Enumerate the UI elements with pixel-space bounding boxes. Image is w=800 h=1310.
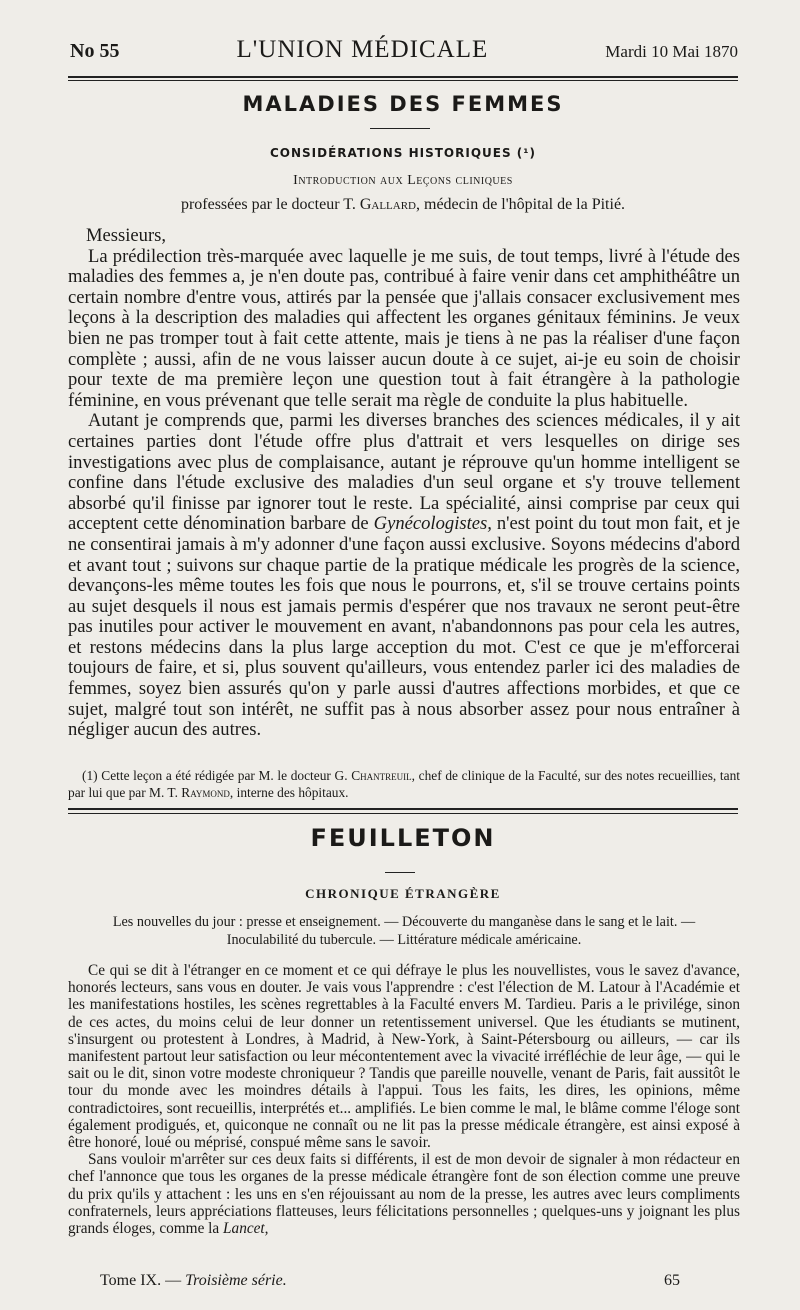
header-rule: [68, 76, 738, 78]
article-intro: Introduction aux Leçons cliniques: [293, 173, 513, 188]
feuilleton-rule-thin: [68, 813, 738, 814]
article-body: [68, 226, 740, 741]
volume-info: [100, 1272, 287, 1290]
byline-suffix: , médecin de l'hôpital de la Pitié.: [416, 196, 626, 213]
byline-prefix: professées par le docteur T.: [180, 196, 360, 213]
header-rule-thin: [68, 80, 738, 81]
author-name: Gallard: [359, 196, 416, 213]
paragraph-1: La prédilection très-marquée avec laquelle je me suis, de tout temps, livré à l'étude des maladies des femmes a, je n'en doute pas, contribué à faire venir dans cet amphithéâtre un certain nombre d'entre vous, attirés par la pensée que j'allais consacer exclusivement mes leçons à la description des maladies qui affectent les organes génitaux féminins. Je veux bien ne pas tromper tout à fait cette attente, mais je tiens à ne pas la réaliser d'une façon complète ; aussi, afin de ne vous laisser aucun doute à ce sujet, ai-je eu soin de choisir pour texte de ma première leçon une question tout à fait étrangère à la pathologie féminine, en vous prévenant que telle serait ma règle de conduite la plus habituelle.: [68, 245, 740, 411]
salutation: Messieurs,: [86, 225, 167, 246]
page-footer: [100, 1272, 680, 1290]
feuilleton-paragraph-2: [68, 1151, 740, 1237]
italic-journal-name: Lancet,: [223, 1220, 269, 1238]
summary-line-1: Les nouvelles du jour : presse et enseignement. — Découverte du manganèse dans le sang et le lait. —: [112, 914, 696, 930]
feuilleton-summary: [68, 913, 740, 949]
footnote-name-2: Raymond: [181, 785, 230, 800]
journal-title: L'UNION MÉDICALE: [236, 36, 489, 63]
issue-number: No 55: [70, 40, 120, 62]
feuilleton-body: [68, 962, 740, 1237]
page-header: [70, 36, 738, 72]
feuilleton-title: FEUILLETON: [310, 824, 496, 852]
summary-line-2: Inoculabilité du tubercule. — Littérature médicale américaine.: [226, 932, 582, 948]
footnote: [68, 767, 740, 801]
feuilleton-paragraph-2-text: Sans vouloir m'arrêter sur ces deux faits si différents, il est de mon devoir de signaler à mon rédacteur en chef l'annonce que tous les organes de la presse médicale étrangère font de son élection comme une preuve du prix qu'ils y attachent : les uns en s'en réjouissant au nom de la presse, les autres avec leurs compliments confraternels, leurs appréciations flatteuses, leurs félicitations personnelles ; quelques-uns y joignant les plus grands éloges, comme la: [68, 1151, 740, 1238]
italic-term: Gynécologistes,: [373, 513, 492, 535]
paragraph-2-text-b: n'est point du tout mon fait, et je ne consentirai jamais à m'y adonner d'une façon aussi exclusive. Soyons médecins d'abord et avant tout ; suivons sur chaque partie de la pratique médicale les progrès de la science, devançons-les même toutes les fois que nous le pourrons, et, s'il se trouve certains points au sujet desquels il nous est jamais permis d'espérer que nos travaux ne seront peut-être pas inutiles pour activer le mouvement en avant, n'abandonnons pas pour cela les autres, et restons médecins dans la plus large acception du mot. C'est ce que je m'efforcerai toujours de faire, et si, plus souvent qu'ailleurs, vous entendez parler ici des maladies de femmes, soyez bien assurés qu'on y parle aussi d'autres affections morbides, et que ce sujet, malgré tout son intérêt, ne suffit pas à nous absorber assez pour nous entraîner à négliger aucun des autres.: [68, 513, 740, 741]
footnote-text-c: , interne des hôpitaux.: [229, 785, 349, 800]
series-label: Troisième série.: [185, 1272, 287, 1289]
article-byline: [68, 196, 738, 214]
feuilleton-divider: [385, 872, 415, 873]
section-title: CHRONIQUE ÉTRANGÈRE: [305, 886, 501, 901]
feuilleton-rule: [68, 808, 738, 810]
article-title: MALADIES DES FEMMES: [242, 92, 564, 116]
paragraph-2-text-a: Autant je comprends que, parmi les diverses branches des sciences médicales, il y ait certaines parties dont l'étude offre plus d'attrait et vers lesquelles on dirige ses investigations avec plus de complaisance, autant je réprouve qu'un homme intelligent se confine dans l'étude exclusive des maladies d'un seul organe et s'y trouve tellement absorbé qu'il finisse par ignorer tout le reste. La spécialité, ainsi comprise par ceux qui acceptent cette dénomination barbare de: [68, 410, 740, 535]
footnote-text-b: , chef de clinique de la Faculté, sur des notes recueillies, tant par lui que par M. T.: [68, 768, 740, 800]
volume-label: Tome IX. —: [100, 1272, 186, 1289]
article-subtitle: CONSIDÉRATIONS HISTORIQUES (¹): [269, 146, 537, 160]
issue-date: Mardi 10 Mai 1870: [605, 42, 738, 61]
footnote-text-a: (1) Cette leçon a été rédigée par M. le docteur G.: [82, 768, 352, 783]
footnote-name-1: Chantreuil: [351, 768, 412, 783]
feuilleton-paragraph-1: Ce qui se dit à l'étranger en ce moment et ce qui défraye le plus les nouvellistes, vous le savez d'avance, honorés lecteurs, sans vous en douter. Je vais vous l'apprendre : c'est l'élection de M. Latour à l'Académie et les manifestations hostiles, les scènes regrettables à la Faculté envers M. Tardieu. Paris a le privilége, sinon de ces actes, du moins celui de leur donner un retentissement universel. Que les étudiants se mutinent, s'insurgent ou protestent à Londres, à Madrid, à New-York, à Saint-Pétersbourg ou ailleurs, — car ils manifestent partout leur satisfaction ou leur mécontentement avec la vivacité irréfléchie de leur âge, — qui le sait ou le dit, sinon votre modeste chroniqueur ? Tandis que pareille nouvelle, venant de Paris, fait aussitôt le tour du monde avec les moindres détails à l'appui. Tous les faits, les dires, les opinions, même contradictoires, sont recueillis, interprétés et... amplifiés. Le bien comme le mal, le blâme comme l'éloge sont également prodigués, et, quiconque ne connaît ou ne lit pas la presse médicale étrangère, est ainsi exposé à être honoré, loué ou méprisé, conspué même sans le savoir.: [68, 962, 740, 1152]
page-number: 65: [664, 1272, 680, 1289]
paragraph-2: [68, 411, 740, 741]
title-divider: [370, 128, 430, 129]
